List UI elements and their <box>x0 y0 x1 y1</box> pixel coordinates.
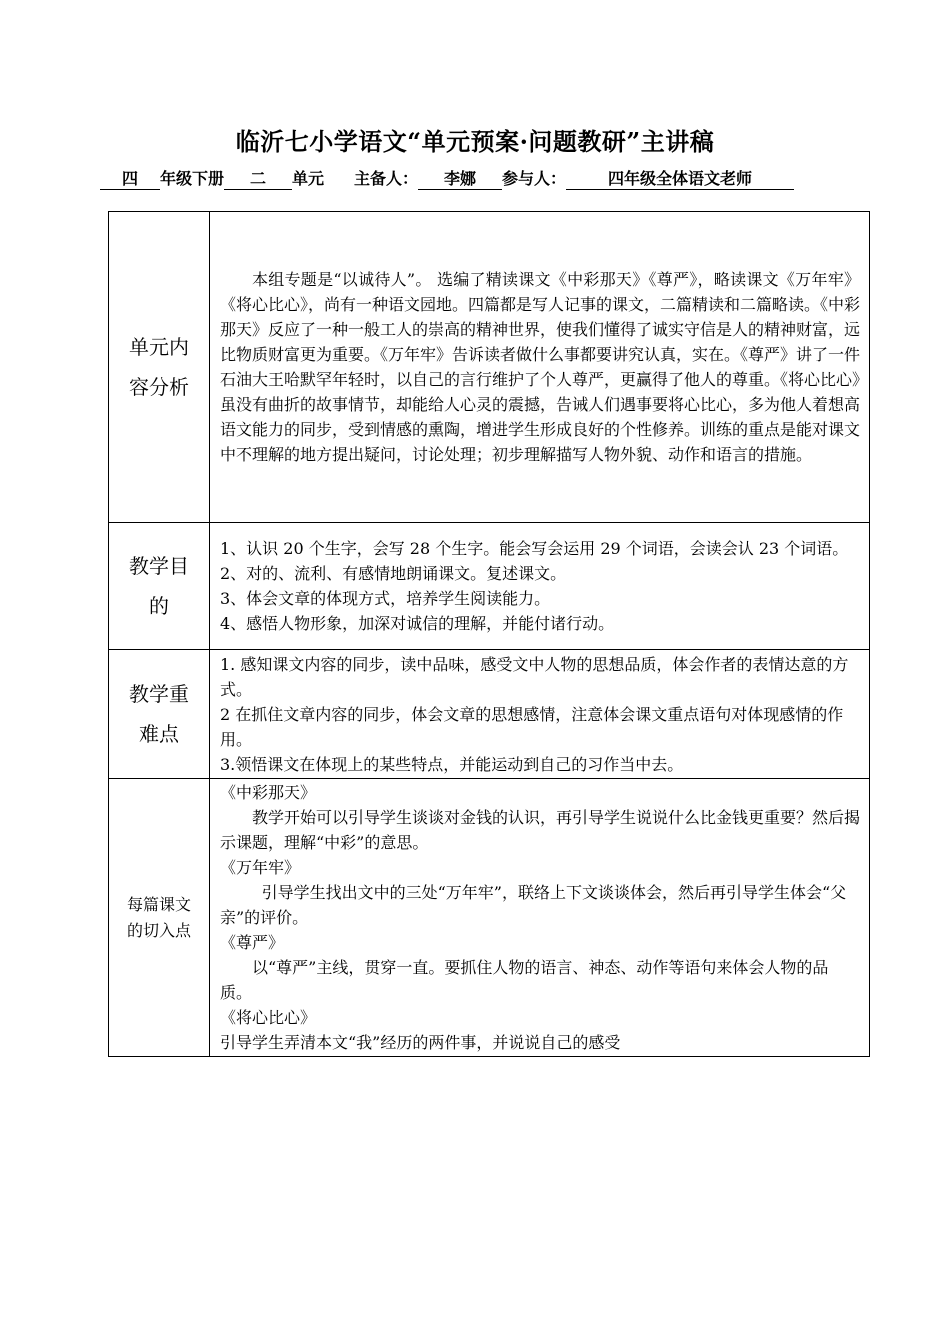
document-meta <box>100 166 850 190</box>
analysis-content <box>210 212 870 523</box>
goal-item: 4、感悟人物形象，加深对诚信的理解，并能付诸行动。 <box>220 614 615 633</box>
table-row-entry-points <box>109 779 870 1057</box>
lesson-title: 《万年牢》 <box>220 858 301 877</box>
unit-value: 二 <box>224 166 292 190</box>
label-line: 的 <box>149 594 169 618</box>
label-line: 的切入点 <box>126 920 191 940</box>
row-label-analysis <box>109 212 210 523</box>
goal-item: 2、对的、流利、有感情地朗诵课文。复述课文。 <box>220 564 567 583</box>
grade-value: 四 <box>100 166 160 190</box>
goal-item: 1、认识 20 个生字，会写 28 个生字。能会写会运用 29 个词语，会读会认 23 个词语。 <box>220 539 849 558</box>
lesson-text: 以“尊严”主线，贯穿一直。要抓住人物的语言、神态、动作等语句来体会人物的品质。 <box>220 958 829 1002</box>
label-line: 教学目 <box>129 554 189 578</box>
lesson-text: 引导学生弄清本文“我”经历的两件事，并说说自己的感受 <box>220 1033 621 1052</box>
participants-label: 参与人： <box>502 169 567 188</box>
lesson-title: 《中彩那天》 <box>220 783 317 802</box>
participants-value: 四年级全体语文老师 <box>566 166 794 190</box>
label-line: 容分析 <box>129 375 189 399</box>
key-points-content <box>210 650 870 779</box>
lesson-plan-table <box>108 211 870 1057</box>
lesson-title: 《将心比心》 <box>220 1008 317 1027</box>
document-title: 临沂七小学语文“单元预案·问题教研”主讲稿 <box>235 127 715 156</box>
table-row-key-points <box>109 650 870 779</box>
key-point-item: 3.领悟课文在体现上的某些特点，并能运动到自己的习作当中去。 <box>220 754 684 774</box>
lead-value: 李娜 <box>418 166 502 190</box>
key-point-item: 1. 感知课文内容的同步，读中品味，感受文中人物的思想品质，体会作者的表情达意的方式。 <box>220 654 849 699</box>
table-row-goals <box>109 523 870 650</box>
unit-label: 单元 <box>292 169 325 188</box>
lesson-title: 《尊严》 <box>220 933 285 952</box>
grade-label: 年级下册 <box>160 169 225 188</box>
key-point-item: 2 在抓住文章内容的同步，体会文章的思想感情，注意体会课文重点语句对体现感情的作用。 <box>220 704 844 749</box>
label-line: 单元内 <box>129 335 189 359</box>
row-label-goals <box>109 523 210 650</box>
entry-points-content <box>210 779 870 1057</box>
lesson-text: 引导学生找出文中的三处“万年牢”，联络上下文谈谈体会，然后再引导学生体会“父亲”的评价。 <box>220 883 847 927</box>
row-label-key-points <box>109 650 210 779</box>
label-line: 每篇课文 <box>126 894 191 914</box>
table-row-analysis <box>109 212 870 523</box>
lead-label: 主备人： <box>354 169 419 188</box>
label-line: 教学重 <box>129 682 189 706</box>
analysis-text: 本组专题是“以诚待人”。 选编了精读课文《中彩那天》《尊严》，略读课文《万年牢》《将心比心》，尚有一种语文园地。四篇都是写人记事的课文，二篇精读和二篇略读。《中彩那天》反应了一种一般工人的崇高的精神世界，使我们懂得了诚实守信是人的精神财富，远比物质财富更为重要。《万年牢》告诉读者做什么事都要讲究认真，实在。《尊严》讲了一件石油大王哈默罕年轻时，以自己的言行维护了个人尊严，更赢得了他人的尊重。《将心比心》虽没有曲折的故事情节，却能给人心灵的震撼，告诫人们遇事要将心比心，多为他人着想高语文能力的同步，受到情感的熏陶，增进学生形成良好的个性修养。训练的重点是能对课文中不理解的地方提出疑问，讨论处理；初步理解描写人物外貌、动作和语言的措施。 <box>220 270 861 464</box>
lesson-text: 教学开始可以引导学生谈谈对金钱的认识，再引导学生说说什么比金钱更重要？然后揭示课题，理解“中彩”的意思。 <box>220 808 861 852</box>
goals-content <box>210 523 870 650</box>
label-line: 难点 <box>139 722 179 746</box>
goal-item: 3、体会文章的体现方式，培养学生阅读能力。 <box>220 589 551 608</box>
row-label-entry-points <box>109 779 210 1057</box>
